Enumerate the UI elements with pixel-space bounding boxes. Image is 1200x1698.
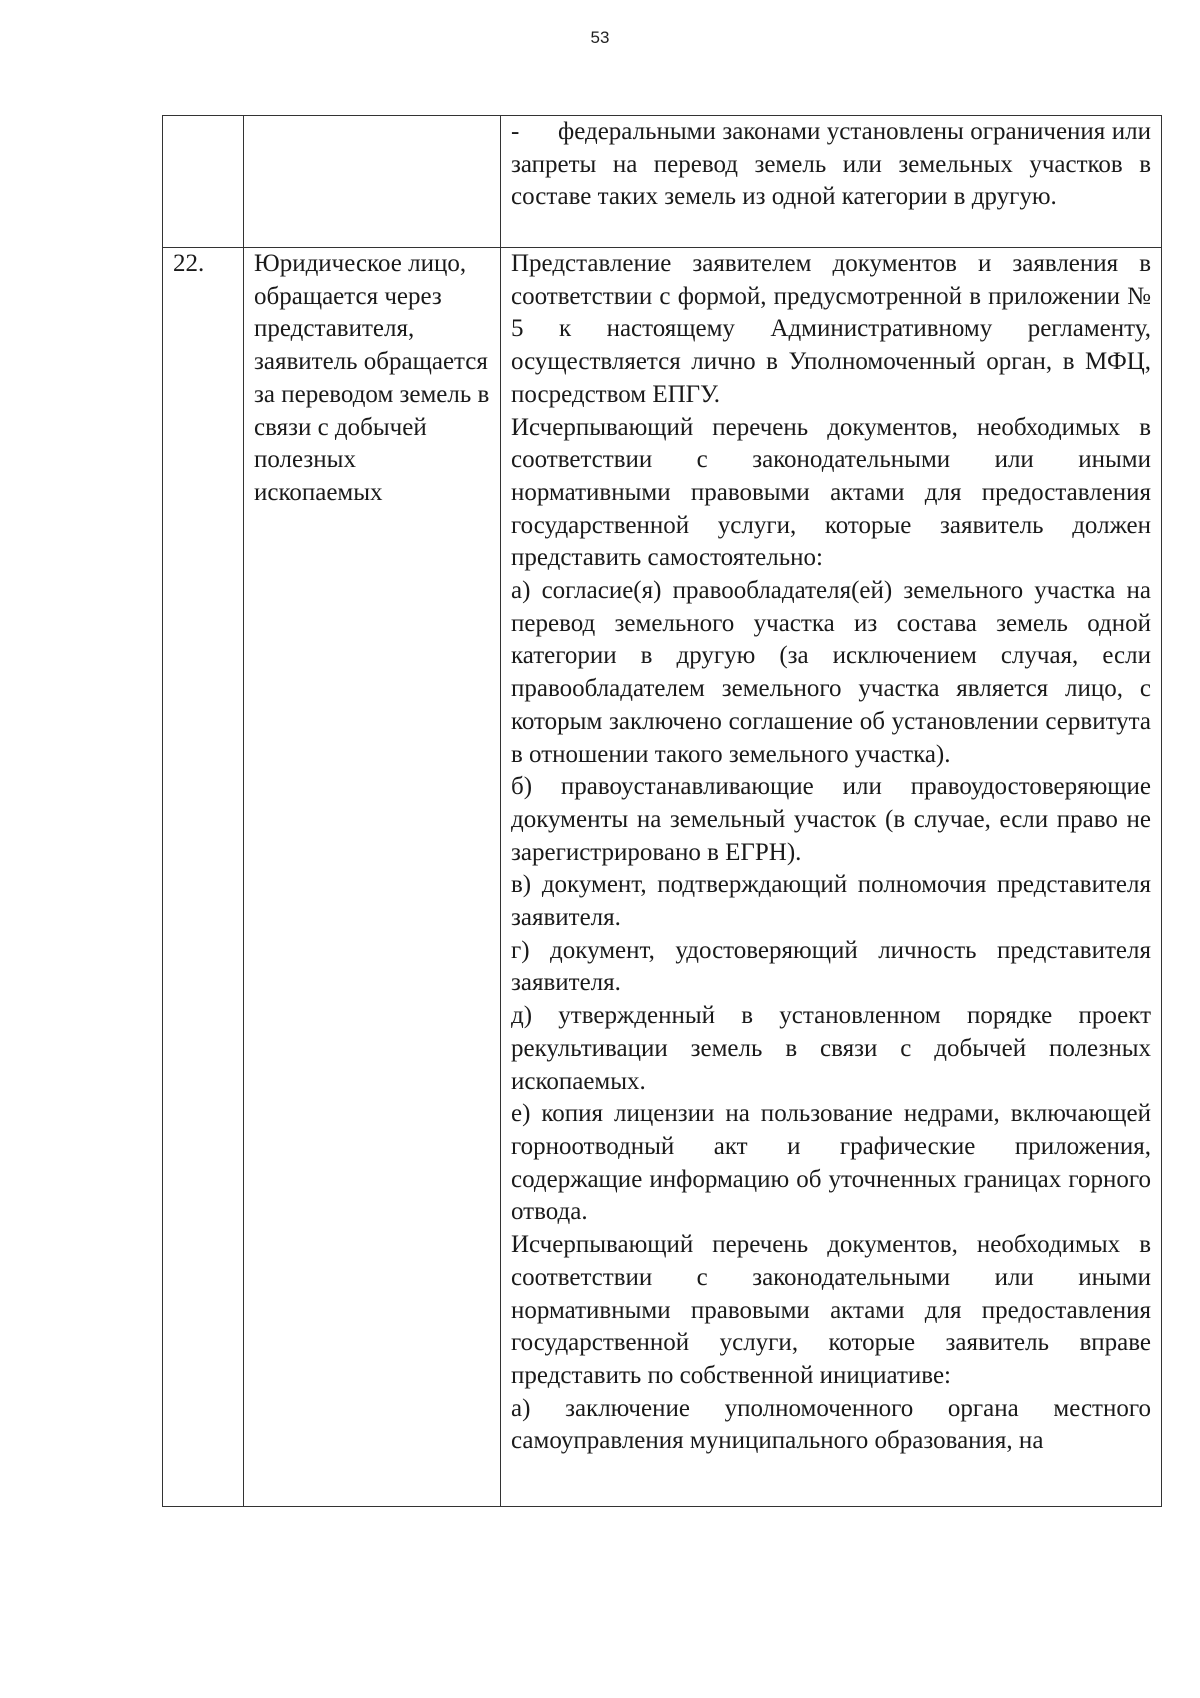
row-text-cell bbox=[501, 116, 1162, 248]
row-number-cell bbox=[163, 116, 244, 248]
row-number-cell: 22. bbox=[163, 248, 244, 1507]
paragraph: Представление заявителем документов и заявления в соответствии с формой, предусмотренной в приложении № 5 к настоящему Административному регламенту, осуществляется лично в Уполномоченный орган, в МФЦ, посредством ЕПГУ. bbox=[511, 250, 1151, 408]
paragraph: а) заключение уполномоченного органа местного самоуправления муниципального образования, на bbox=[511, 1394, 1151, 1455]
paragraph: б) правоустанавливающие или правоудостоверяющие документы на земельный участок (в случае, если право не зарегистрировано в ЕГРН). bbox=[511, 773, 1151, 866]
row-description-cell: Юридическое лицо, обращается через представителя, заявитель обращается за переводом земель в связи с добычей полезных ископаемых bbox=[244, 248, 501, 1507]
document-table bbox=[162, 115, 1162, 1507]
paragraph: г) документ, удостоверяющий личность представителя заявителя. bbox=[511, 936, 1151, 997]
paragraph: а) согласие(я) правообладателя(ей) земельного участка на перевод земельного участка из состава земель одной категории в другую (за исключением случая, если правообладателем земельного участка является лицо, с которым заключено соглашение об установлении сервитута в отношении такого земельного участка). bbox=[511, 577, 1151, 768]
row-description-cell bbox=[244, 116, 501, 248]
page-number: 53 bbox=[590, 28, 610, 47]
table-row bbox=[163, 116, 1162, 248]
paragraph: в) документ, подтверждающий полномочия представителя заявителя. bbox=[511, 871, 1151, 932]
paragraph: Исчерпывающий перечень документов, необходимых в соответствии с законодательными или иными нормативными правовыми актами для предоставления государственной услуги, которые заявитель должен представить самостоятельно: bbox=[511, 413, 1151, 572]
row-text-cell bbox=[501, 248, 1162, 1507]
table-row bbox=[163, 248, 1162, 1507]
paragraph: д) утвержденный в установленном порядке проект рекультивации земель в связи с добычей полезных ископаемых. bbox=[511, 1002, 1151, 1095]
paragraph: - федеральными законами установлены ограничения или запреты на перевод земель или земельных участков в составе таких земель из одной категории в другую. bbox=[511, 118, 1151, 211]
paragraph: Исчерпывающий перечень документов, необходимых в соответствии с законодательными или иными нормативными правовыми актами для предоставления государственной услуги, которые заявитель вправе представить по собственной инициативе: bbox=[511, 1231, 1151, 1389]
paragraph: е) копия лицензии на пользование недрами, включающей горноотводный акт и графические приложения, содержащие информацию об уточненных границах горного отвода. bbox=[511, 1100, 1151, 1226]
